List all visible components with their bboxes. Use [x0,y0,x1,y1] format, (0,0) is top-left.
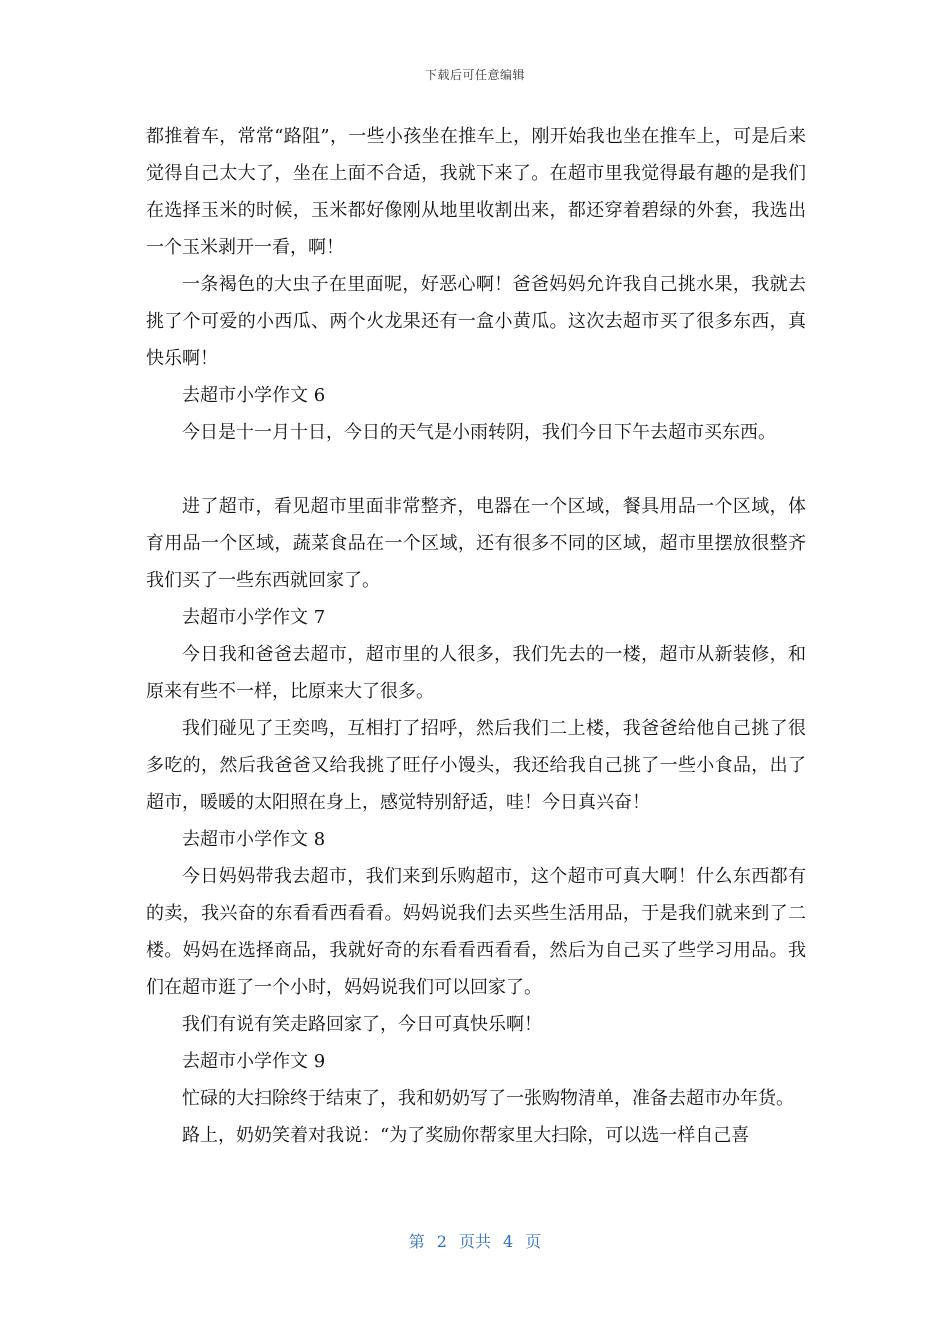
section-heading: 去超市小学作文 9 [182,1051,326,1072]
paragraph: 今日我和爸爸去超市，超市里的人很多，我们先去的一楼，超市从新装修，和原来有些不一样，比原来大了很多。 [146,644,806,702]
footer-current-page: 2 [436,1232,447,1251]
footer-total-pages: 4 [503,1232,514,1251]
section-heading: 去超市小学作文 8 [182,829,326,850]
page-number-footer [0,1229,950,1252]
page-header: 下载后可任意编辑 [424,68,525,82]
paragraph: 今日是十一月十日，今日的天气是小雨转阴，我们今日下午去超市买东西。 [182,422,776,443]
paragraph: 都推着车，常常“路阻”，一些小孩坐在推车上，刚开始我也坐在推车上，可是后来觉得自己太大了，坐在上面不合适，我就下来了。在超市里我觉得最有趣的是我们在选择玉米的时候，玉米都好像刚从地里收割出来，都还穿着碧绿的外套，我选出一个玉米剥开一看，啊！ [146,126,806,258]
footer-prefix: 第 [408,1232,425,1251]
paragraph: 我们碰见了王奕鸣，互相打了招呼，然后我们二上楼，我爸爸给他自己挑了很多吃的，然后我爸爸又给我挑了旺仔小馒头，我还给我自己挑了一些小食品，出了超市，暖暖的太阳照在身上，感觉特别舒适，哇！今日真兴奋！ [146,718,806,813]
paragraph: 进了超市，看见超市里面非常整齐，电器在一个区域，餐具用品一个区域，体育用品一个区域，蔬菜食品在一个区域，还有很多不同的区域，超市里摆放很整齐我们买了一些东西就回家了。 [146,496,806,591]
document-body [146,118,806,1154]
section-heading: 去超市小学作文 7 [182,607,326,628]
paragraph: 今日妈妈带我去超市，我们来到乐购超市，这个超市可真大啊！什么东西都有的卖，我兴奋的东看看西看看。妈妈说我们去买些生活用品，于是我们就来到了二楼。妈妈在选择商品，我就好奇的东看看西看看，然后为自己买了些学习用品。我们在超市逛了一个小时，妈妈说我们可以回家了。 [146,866,806,998]
paragraph: 路上，奶奶笑着对我说：“为了奖励你帮家里大扫除，可以选一样自己喜 [182,1125,750,1146]
footer-middle: 页共 [458,1232,491,1251]
section-heading: 去超市小学作文 6 [182,385,326,406]
paragraph-gap [146,451,806,488]
paragraph: 忙碌的大扫除终于结束了，我和奶奶写了一张购物清单，准备去超市办年货。 [182,1088,794,1109]
paragraph: 我们有说有笑走路回家了，今日可真快乐啊！ [182,1014,542,1035]
footer-suffix: 页 [525,1232,542,1251]
paragraph: 一条褐色的大虫子在里面呢，好恶心啊！爸爸妈妈允许我自己挑水果，我就去挑了个可爱的小西瓜、两个火龙果还有一盒小黄瓜。这次去超市买了很多东西，真快乐啊！ [146,274,806,369]
